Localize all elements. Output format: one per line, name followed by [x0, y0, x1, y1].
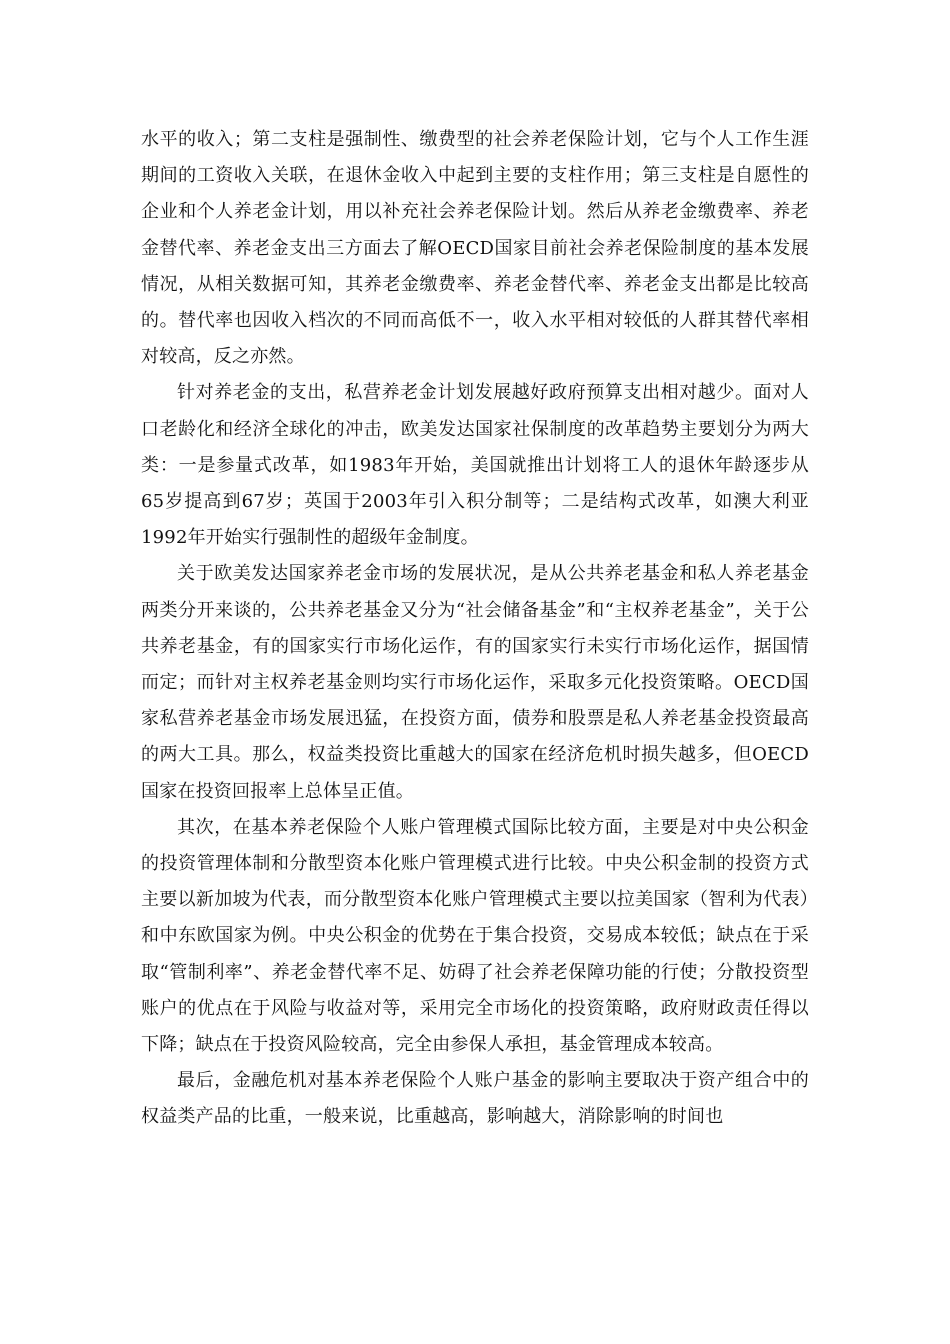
body-text [141, 122, 809, 1136]
paragraph-1: 水平的收入；第二支柱是强制性、缴费型的社会养老保险计划，它与个人工作生涯期间的工资收入关联，在退休金收入中起到主要的支柱作用；第三支柱是自愿性的企业和个人养老金计划，用以补充社会养老保险计划。然后从养老金缴费率、养老金替代率、养老金支出三方面去了解OECD国家目前社会养老保险制度的基本发展情况，从相关数据可知，其养老金缴费率、养老金替代率、养老金支出都是比较高的。替代率也因收入档次的不同而高低不一，收入水平相对较低的人群其替代率相对较高，反之亦然。 [141, 129, 809, 368]
paragraph-2: 针对养老金的支出，私营养老金计划发展越好政府预算支出相对越少。面对人口老龄化和经济全球化的冲击，欧美发达国家社保制度的改革趋势主要划分为两大类：一是参量式改革，如1983年开始，美国就推出计划将工人的退休年龄逐步从65岁提高到67岁；英国于2003年引入积分制等；二是结构式改革，如澳大利亚1992年开始实行强制性的超级年金制度。 [141, 382, 809, 549]
paragraph-4: 其次，在基本养老保险个人账户管理模式国际比较方面，主要是对中央公积金的投资管理体制和分散型资本化账户管理模式进行比较。中央公积金制的投资方式主要以新加坡为代表，而分散型资本化账户管理模式主要以拉美国家（智利为代表）和中东欧国家为例。中央公积金的优势在于集合投资，交易成本较低；缺点在于采取“管制利率”、养老金替代率不足、妨碍了社会养老保障功能的行使；分散投资型账户的优点在于风险与收益对等，采用完全市场化的投资策略，政府财政责任得以下降；缺点在于投资风险较高，完全由参保人承担，基金管理成本较高。 [141, 816, 809, 1056]
paragraph-3: 关于欧美发达国家养老金市场的发展状况，是从公共养老基金和私人养老基金两类分开来谈的，公共养老基金又分为“社会储备基金”和“主权养老基金”，关于公共养老基金，有的国家实行市场化运作，有的国家实行未实行市场化运作，据国情而定；而针对主权养老基金则均实行市场化运作，采取多元化投资策略。OECD国家私营养老基金市场发展迅猛，在投资方面，债券和股票是私人养老基金投资最高的两大工具。那么，权益类投资比重越大的国家在经济危机时损失越多，但OECD国家在投资回报率上总体呈正值。 [141, 563, 809, 802]
paragraph-5: 最后，金融危机对基本养老保险个人账户基金的影响主要取决于资产组合中的权益类产品的比重，一般来说，比重越高，影响越大，消除影响的时间也 [141, 1070, 809, 1128]
